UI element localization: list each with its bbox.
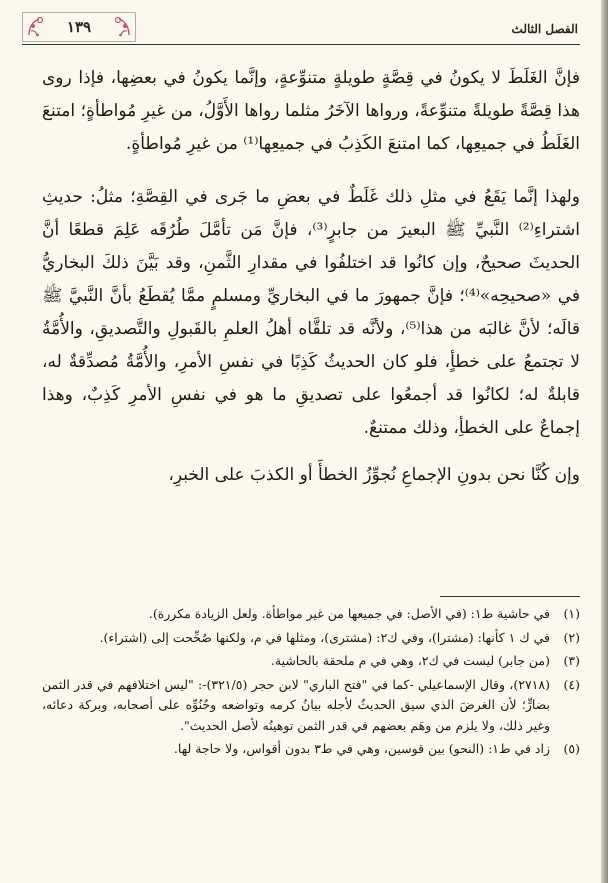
page-edge	[601, 0, 608, 883]
footnote	[42, 628, 580, 649]
footnotes	[42, 604, 580, 763]
paragraph-2: ولهذا إنَّما يَقَعُ في مثلِ ذلك غَلَطٌ في بعضِ ما جَرى في القِصَّةِ؛ مثلُ: حديثِ اشتراءِ⁽²⁾ النَّبيِّ ﷺ البعيرَ من جابرٍ⁽³⁾، فإنَّ مَن تأمَّلَ طُرُقَه عَلِمَ قطعًا أنَّ الحديثَ صحيحٌ، وإن كانُوا قد اختلفُوا في مقدارِ الثَّمنِ، وقد بَيَّنَ ذلكَ البخاريُّ في «صحيحِه»⁽⁴⁾؛ فإنَّ جمهورَ ما في البخاريِّ ومسلمٍ ممَّا يُقطَعُ بأنَّ النَّبيَّ ﷺ قالَه؛ لأنَّ غالبَه من هذا⁽⁵⁾، ولأنَّه قد تلقَّاه أهلُ العلمِ بالقَبولِ والتَّصديقِ، والأُمَّةُ لا تجتمعُ على خطأٍ، فلو كان الحديثُ كَذِبًا في نفسِ الأمرِ، والأُمَّةُ مُصدِّقةٌ له، قابلةٌ له؛ لكانُوا قد أجمعُوا على تصديقِ ما هو في نفسِ الأمرِ كَذِبٌ، وهذا إجماعٌ على الخطأِ، وذلك ممتنعٌ.	[42, 187, 580, 438]
footnote-number: (٢)	[563, 629, 580, 645]
footnote-text: في حاشية ط١: (في الأصل: في جميعها من غير مواطأة. ولعل الزيادة مكررة).	[148, 606, 550, 621]
page-header	[22, 8, 580, 44]
footnote-number: (١)	[563, 606, 580, 621]
footnote	[42, 739, 580, 760]
footnote-text: في ك ١ كأنها: (مشترا)، وفي ك٢: (مشترى)، ومثلها في م، ولكنها صُحِّحت إلى (اشتراء).	[99, 629, 550, 645]
footnote-separator	[440, 596, 580, 597]
floral-ornament-icon	[25, 15, 49, 39]
footnote-text: زاد في ط١: (النحو) بين قوسين، وهي في ط٣ بدون أقواس، ولا حاجة لها.	[173, 741, 550, 756]
chapter-title: الفصل الثالث	[511, 22, 578, 36]
footnote	[42, 651, 580, 672]
paragraph-3: وإن كُنَّا نحن بدونِ الإجماعِ نُجوِّزُ الخطأَ أو الكذبَ على الخبرِ،	[168, 465, 580, 485]
paragraph-1: فإنَّ الغَلَطَ لا يكونُ في قِصَّةٍ طويلةٍ متنوِّعةٍ، وإنَّما يكونُ في بعضِها، فإذا روى هذا قِصَّةً طويلةً متنوِّعةً، ورواها الآخَرُ مثلما رواها الأَوَّلُ، من غيرِ مُواطأةٍ؛ امتنعَ الغَلَطُ في جميعِها، كما امتنعَ الكَذِبُ في جميعِها⁽¹⁾ من غيرِ مُواطأةٍ.	[42, 68, 580, 154]
page-number-frame	[22, 12, 136, 42]
floral-ornament-icon	[109, 15, 133, 39]
footnote	[42, 675, 580, 737]
header-rule	[22, 44, 580, 45]
footnote-number: (٣)	[563, 653, 580, 668]
page-number: ١٣٩	[66, 18, 92, 36]
main-text	[42, 62, 580, 492]
footnote-text: (٢٧١٨)، وقال الإسماعيلي -كما في "فتح الباري" لابن حجر (٣٢١/٥)-: "ليس اختلافهم في قدر الثمن بضارٍّ؛ لأن الغرضَ الذي سيق الحديثُ لأجله بيانُ كرمه وتواضعه وحُنُوِّه على أصحابه، وبركة دعائه، وغير ذلك، ولا يلزم من وهَم بعضهم في قدر الثمن توهينُه لأصل الحديث".	[42, 676, 550, 733]
footnote	[42, 604, 580, 625]
footnote-number: (٤)	[563, 676, 580, 692]
footnote-text: (من جابر) ليست في ك٢، وهي في م ملحقة بالحاشية.	[270, 653, 550, 668]
footnote-number: (٥)	[563, 741, 580, 756]
